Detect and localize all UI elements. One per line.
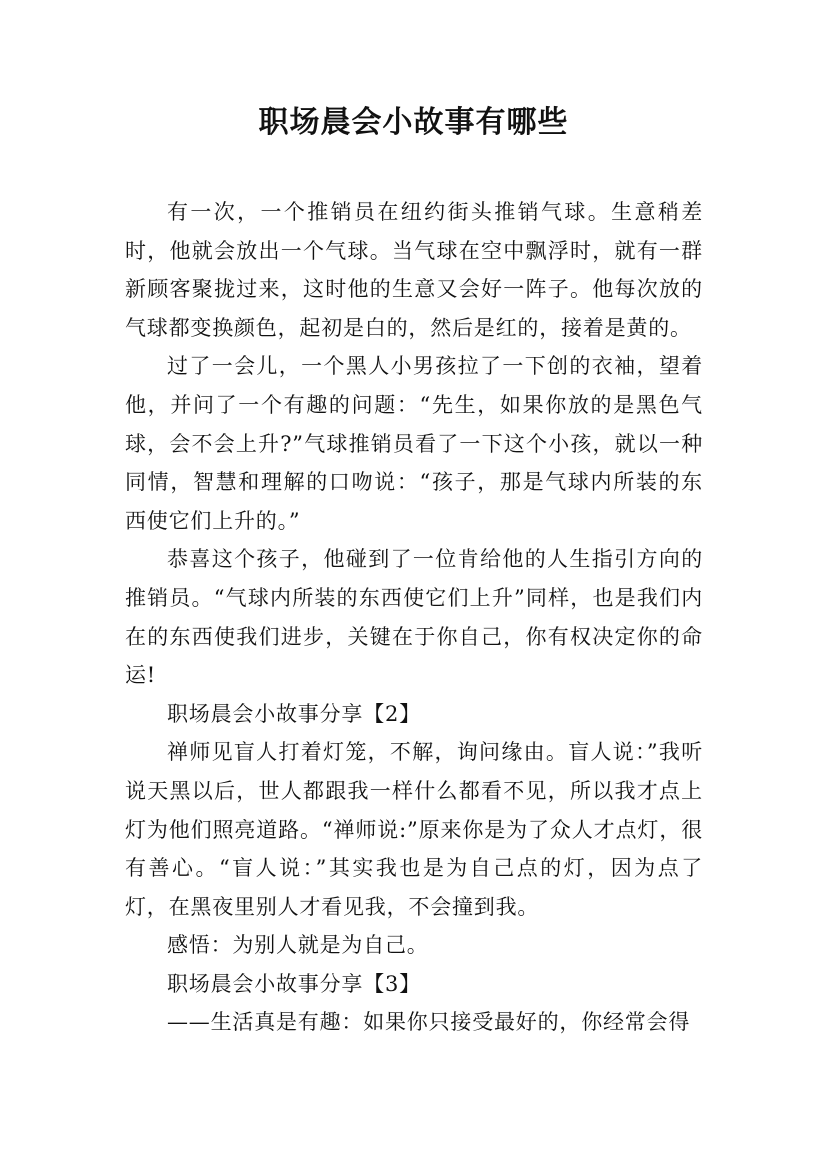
document-body bbox=[125, 193, 703, 1042]
paragraph-balloon-seller: 有一次，一个推销员在纽约街头推销气球。生意稍差时，他就会放出一个气球。当气球在空中飘浮时，就有一群新顾客聚拢过来，这时他的生意又会好一阵子。他每次放的气球都变换颜色，起初是白的，然后是红的，接着是黄的。 bbox=[125, 200, 703, 340]
paragraph-insight: 感悟：为别人就是为自己。 bbox=[167, 933, 429, 958]
document-title: 职场晨会小故事有哪些 bbox=[258, 105, 569, 140]
paragraph-congratulations: 恭喜这个孩子，他碰到了一位肯给他的人生指引方向的推销员。“气球内所装的东西使它们上升”同样，也是我们内在的东西使我们进步，关键在于你自己，你有权决定你的命运! bbox=[125, 547, 703, 688]
section-heading-story-3: 职场晨会小故事分享【3】 bbox=[167, 971, 421, 996]
paragraph-life-interesting: ——生活真是有趣：如果你只接受最好的，你经常会得 bbox=[167, 1010, 691, 1035]
paragraph-black-boy-question: 过了一会儿，一个黑人小男孩拉了一下创的衣袖，望着他，并问了一个有趣的问题：“先生，如果你放的是黑色气球，会不会上升?”气球推销员看了一下这个小孩，就以一种同情，智慧和理解的口吻说：“孩子，那是气球内所装的东西使它们上升的。” bbox=[125, 354, 703, 533]
section-heading-story-2: 职场晨会小故事分享【2】 bbox=[167, 701, 421, 726]
paragraph-blind-man-lantern: 禅师见盲人打着灯笼，不解，询问缘由。盲人说：”我听说天黑以后，世人都跟我一样什么都看不见，所以我才点上灯为他们照亮道路。“禅师说:”原来你是为了众人才点灯，很有善心。“盲人说：”其实我也是为自己点的灯，因为点了灯，在黑夜里别人才看见我，不会撞到我。 bbox=[125, 740, 703, 919]
